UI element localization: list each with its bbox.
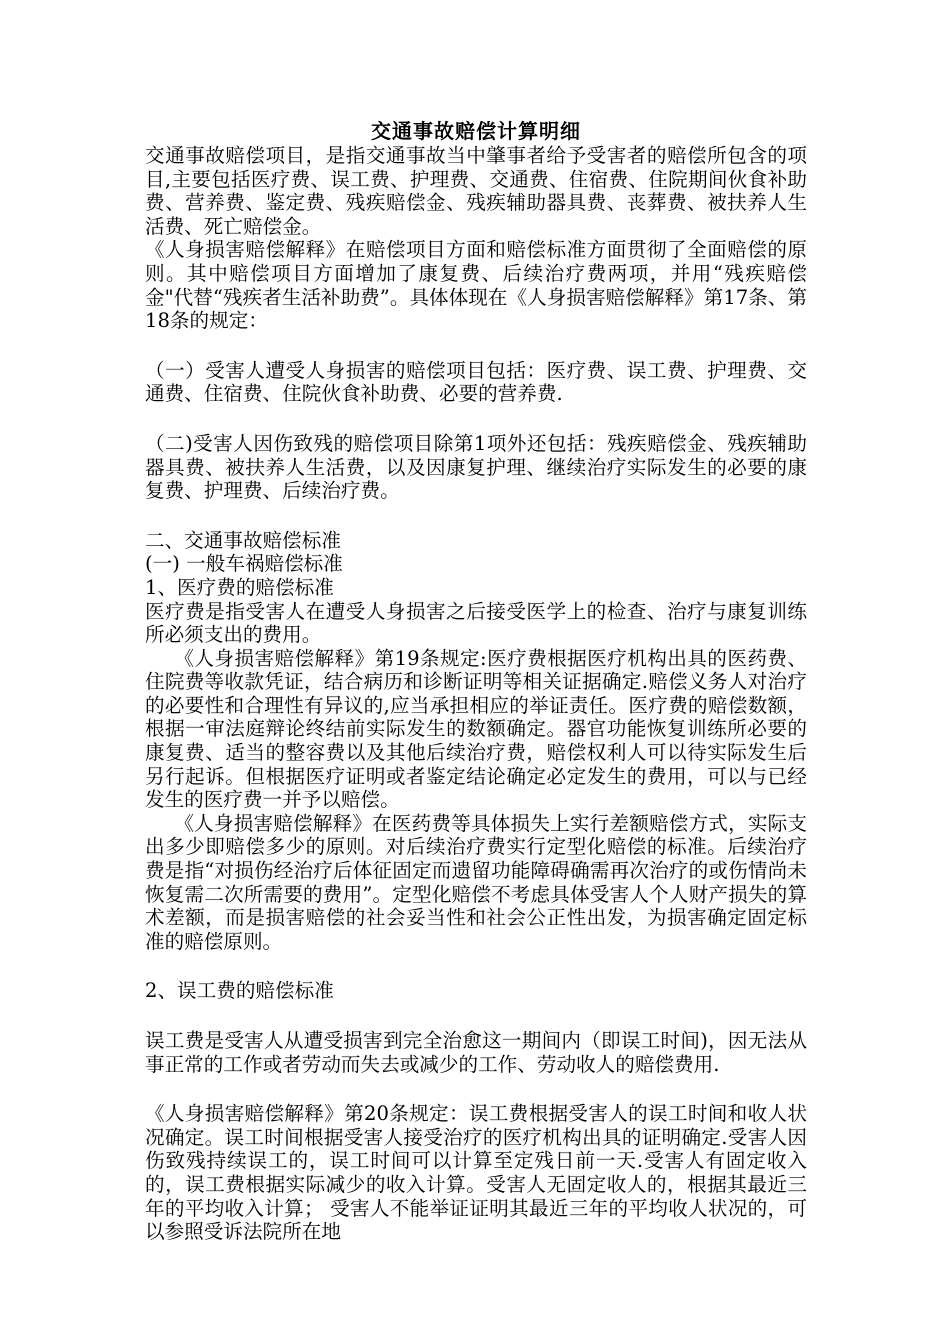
heading-lost-wages: 2、误工费的赔偿标准 (145, 979, 334, 1003)
paragraph-interpretation-principle: 《人身损害赔偿解释》在赔偿项目方面和赔偿标准方面贯彻了全面赔偿的原则。其中赔偿项目方面增加了康复费、后续治疗费两项，并用“残疾赔偿金"代替“残疾者生活补助费”。具体体现在《人身损害赔偿解释》第17条、第18条的规定： (145, 238, 807, 333)
paragraph-item-two: （二)受害人因伤致残的赔偿项目除第1项外还包括：残疾赔偿金、残疾辅助器具费、被扶养人生活费，以及因康复护理、继续治疗实际发生的必要的康复费、护理费、后续治疗费。 (145, 431, 807, 503)
spacer (145, 333, 807, 359)
heading-compensation-standards: 二、交通事故赔偿标准 (145, 528, 341, 552)
paragraph-article-19: 《人身损害赔偿解释》第19条规定:医疗费根据医疗机构出具的医药费、住院费等收款凭证，结合病历和诊断证明等相关证据确定.赔偿义务人对治疗的必要性和合理性有异议的,应当承担相应的举证责任。医疗费的赔偿数额，根据一审法庭辩论终结前实际发生的数额确定。器官功能恢复训练所必要的康复费、适当的整容费以及其他后续治疗费，赔偿权利人可以待实际发生后另行起诉。但根据医疗证明或者鉴定结论确定必定发生的费用，可以与已经发生的医疗费一并予以赔偿。 (145, 646, 807, 812)
paragraph-lost-wages-definition: 误工费是受害人从遭受损害到完全治愈这一期间内（即误工时间)，因无法从事正常的工作或者劳动而失去或减少的工作、劳动收人的赔偿费用. (145, 1029, 807, 1076)
document-title: 交通事故赔偿计算明细 (371, 119, 581, 143)
paragraph-medical-fee-definition: 医疗费是指受害人在遭受人身损害之后接受医学上的检查、治疗与康复训练所必须支出的费用。 (145, 599, 807, 647)
paragraph-article-20: 《人身损害赔偿解释》第20条规定：误工费根据受害人的误工时间和收人状况确定。误工时间根据受害人接受治疗的医疗机构出具的证明确定.受害人因伤致残持续误工的，误工时间可以计算至定残日前一天.受害人有固定收入的，误工费根据实际减少的收入计算。受害人无固定收人的，根据其最近三年的平均收入计算； 受害人不能举证证明其最近三年的平均收人状况的，可以参照受诉法院所在地 (145, 1102, 807, 1244)
heading-medical-fee: 1、医疗费的赔偿标准 (145, 575, 334, 599)
heading-general-accident: (一) 一般车祸赔偿标准 (145, 552, 343, 576)
spacer (145, 1003, 807, 1029)
spacer (145, 1076, 807, 1102)
paragraph-compensation-items: 交通事故赔偿项目，是指交通事故当中肇事者给予受害者的赔偿所包含的项目,主要包括医疗费、误工费、护理费、交通费、住宿费、住院期间伙食补助费、营养费、鉴定费、残疾赔偿金、残疾辅助器具费、丧葬费、被扶养人生活费、死亡赔偿金。 (145, 144, 807, 238)
spacer (145, 503, 807, 529)
paragraph-differential-compensation: 《人身损害赔偿解释》在医药费等具体损失上实行差额赔偿方式，实际支出多少即赔偿多少的原则。对后续治疗费实行定型化赔偿的标准。后续治疗费是指“对损伤经治疗后体征固定而遗留功能障碍确需再次治疗的或伤情尚未恢复需二次所需要的费用”。定型化赔偿不考虑具体受害人个人财产损失的算术差额，而是损害赔偿的社会妥当性和社会公正性出发，为损害确定固定标准的赔偿原则。 (145, 811, 807, 953)
paragraph-item-one: （一）受害人遭受人身损害的赔偿项目包括：医疗费、误工费、护理费、交通费、住宿费、住院伙食补助费、必要的营养费. (145, 358, 807, 406)
document-page (145, 118, 807, 1244)
spacer (145, 406, 807, 432)
spacer (145, 953, 807, 979)
